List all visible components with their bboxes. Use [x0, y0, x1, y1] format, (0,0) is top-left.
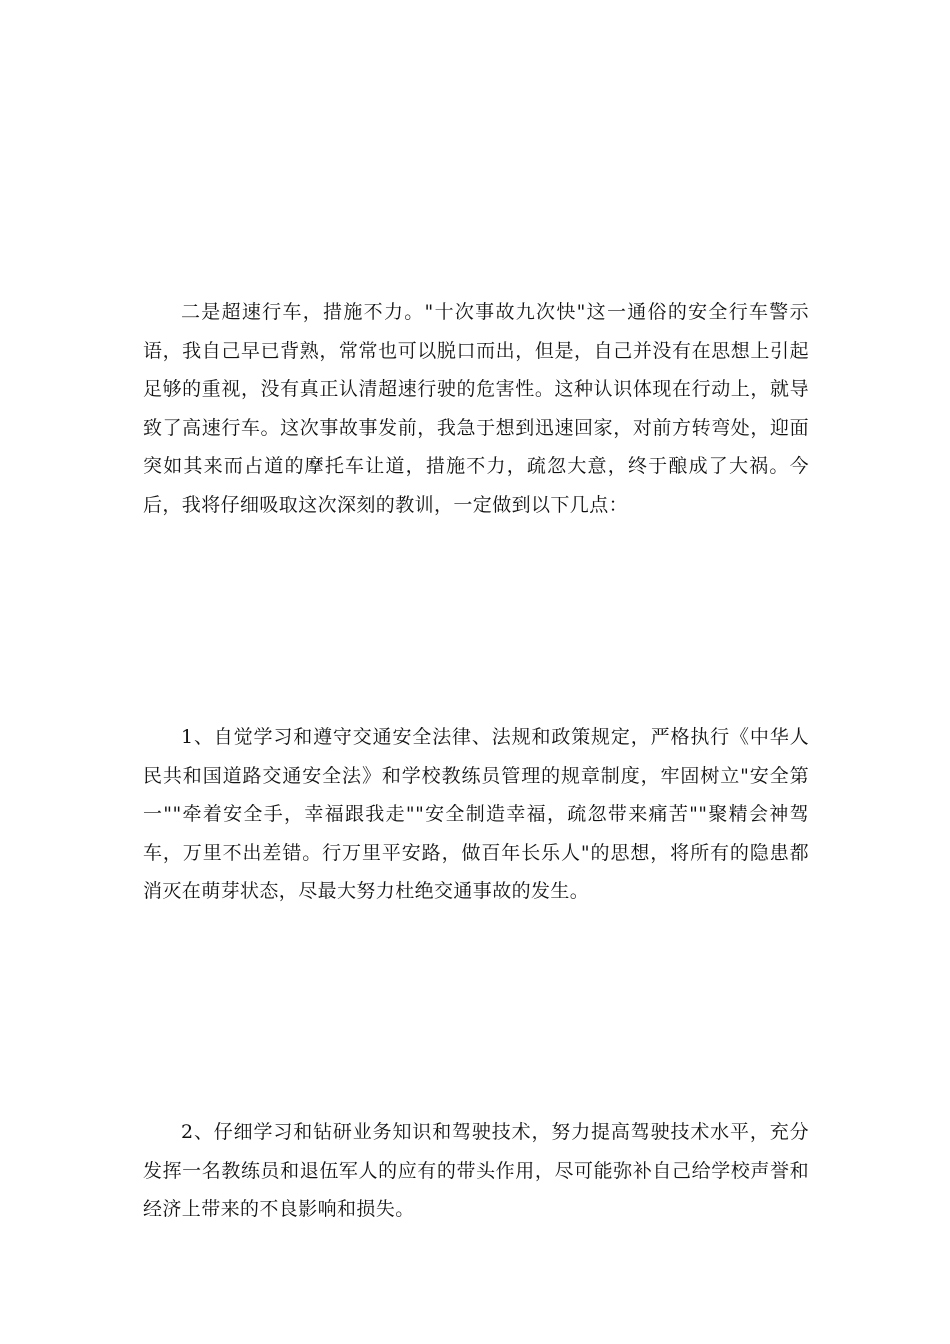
paragraph-speeding-reflection: 二是超速行车，措施不力。"十次事故九次快"这一通俗的安全行车警示语，我自己早已背熟，常常也可以脱口而出，但是，自己并没有在思想上引起足够的重视，没有真正认清超速行驶的危害性。这种认识体现在行动上，就导致了高速行车。这次事故事发前，我急于想到迅速回家，对前方转弯处，迎面突如其来而占道的摩托车让道，措施不力，疏忽大意，终于酿成了大祸。今后，我将仔细吸取这次深刻的教训，一定做到以下几点： — [143, 301, 809, 516]
paragraph-point-1-traffic-law: 1、自觉学习和遵守交通安全法律、法规和政策规定，严格执行《中华人民共和国道路交通安全法》和学校教练员管理的规章制度，牢固树立"安全第一""牵着安全手，幸福跟我走""安全制造幸福，疏忽带来痛苦""聚精会神驾车，万里不出差错。行万里平安路，做百年长乐人"的思想，将所有的隐患都消灭在萌芽状态，尽最大努力杜绝交通事故的发生。 — [143, 726, 809, 902]
paragraph-point-2-driving-skills: 2、仔细学习和钻研业务知识和驾驶技术，努力提高驾驶技术水平，充分发挥一名教练员和退伍军人的应有的带头作用，尽可能弥补自己给学校声誉和经济上带来的不良影响和损失。 — [143, 1121, 809, 1220]
